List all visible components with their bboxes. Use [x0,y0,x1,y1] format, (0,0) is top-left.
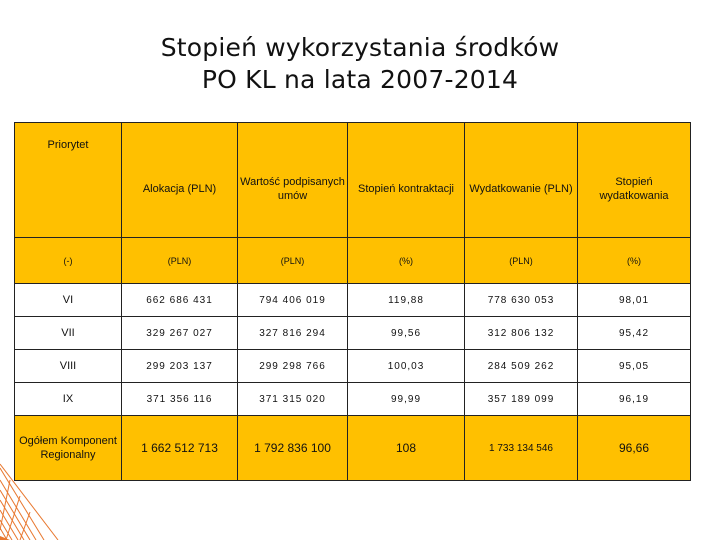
header-contract-value: Wartość podpisanych umów [238,123,348,238]
unit-cell: (-) [15,238,122,284]
table-cell: 299 203 137 [122,350,238,383]
table-row [15,350,691,383]
table-cell: 284 509 262 [465,350,578,383]
total-cell: 96,66 [578,416,691,481]
table-cell: 119,88 [348,284,465,317]
table-header-row [15,123,691,238]
page-title [0,32,720,96]
table-cell: 327 816 294 [238,317,348,350]
table-cell: 794 406 019 [238,284,348,317]
total-cell: 1 733 134 546 [465,416,578,481]
total-label: Ogółem Komponent Regionalny [15,416,122,481]
table-cell: 357 189 099 [465,383,578,416]
table-cell: 312 806 132 [465,317,578,350]
table-row [15,284,691,317]
header-allocation: Alokacja (PLN) [122,123,238,238]
header-expenditure-degree: Stopień wydatkowania [578,123,691,238]
total-cell: 1 792 836 100 [238,416,348,481]
table-total-row [15,416,691,481]
table-row [15,383,691,416]
table-cell: 371 356 116 [122,383,238,416]
title-line-1: Stopień wykorzystania środków [160,33,560,62]
unit-cell: (PLN) [238,238,348,284]
unit-cell: (PLN) [465,238,578,284]
table-cell: 99,56 [348,317,465,350]
total-cell: 108 [348,416,465,481]
row-label: VII [15,317,122,350]
table-cell: 662 686 431 [122,284,238,317]
row-label: VIII [15,350,122,383]
header-contracting-degree: Stopień kontraktacji [348,123,465,238]
table-units-row [15,238,691,284]
table-cell: 778 630 053 [465,284,578,317]
table-cell: 95,05 [578,350,691,383]
title-line-2: PO KL na lata 2007-2014 [201,65,519,94]
row-label: IX [15,383,122,416]
table-cell: 100,03 [348,350,465,383]
table-cell: 371 315 020 [238,383,348,416]
table-cell: 329 267 027 [122,317,238,350]
table-cell: 96,19 [578,383,691,416]
unit-cell: (PLN) [122,238,238,284]
unit-cell: (%) [578,238,691,284]
table-cell: 299 298 766 [238,350,348,383]
header-priority: Priorytet [15,123,122,238]
corner-decoration [0,460,60,540]
table-cell: 95,42 [578,317,691,350]
table-cell: 99,99 [348,383,465,416]
table-cell: 98,01 [578,284,691,317]
total-cell: 1 662 512 713 [122,416,238,481]
header-expenditure: Wydatkowanie (PLN) [465,123,578,238]
table-row [15,317,691,350]
data-table [14,122,691,481]
row-label: VI [15,284,122,317]
unit-cell: (%) [348,238,465,284]
